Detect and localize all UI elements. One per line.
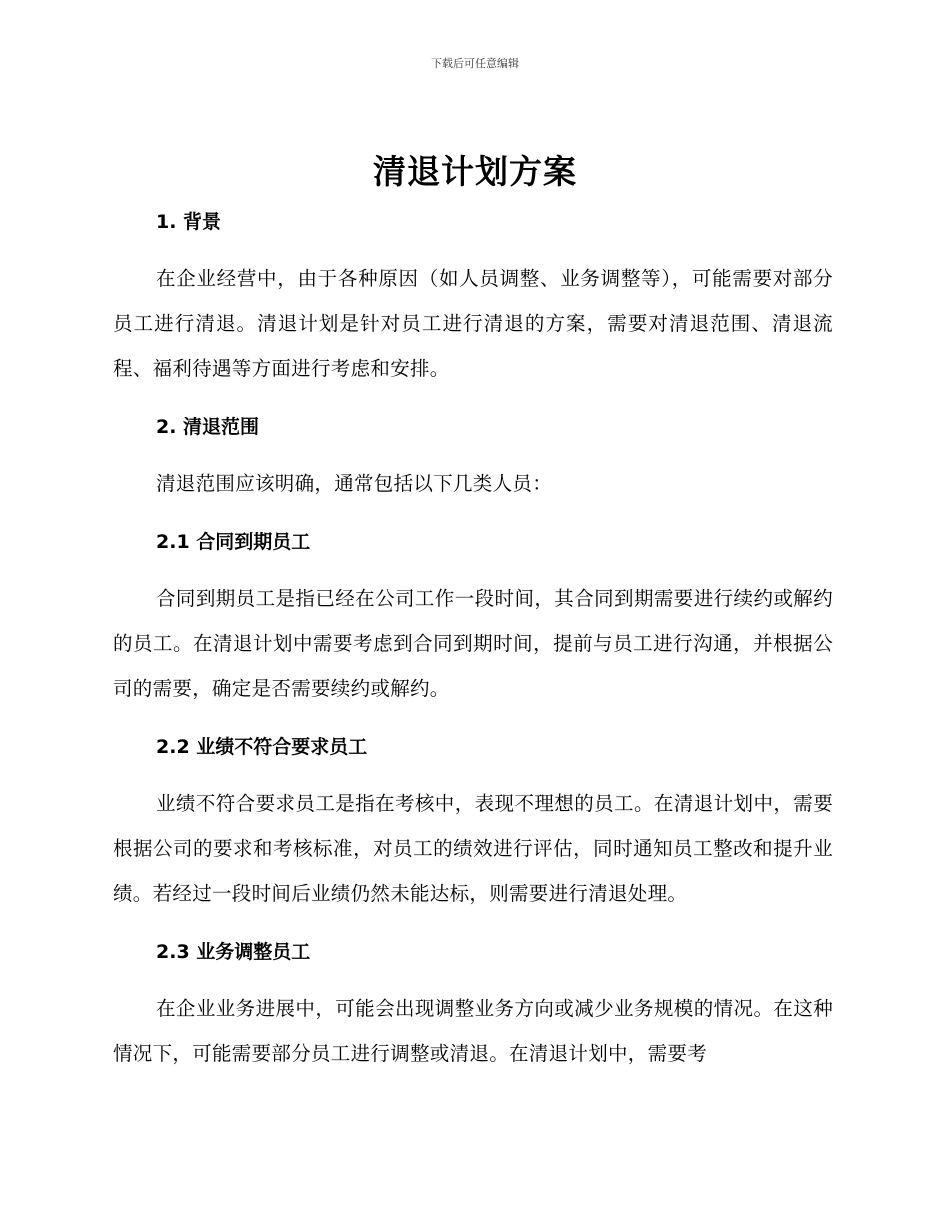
- section-heading-contract-expiry: 2.1 合同到期员工: [156, 531, 311, 553]
- section-paragraph-background: 在企业经营中，由于各种原因（如人员调整、业务调整等），可能需要对部分员工进行清退。清退计划是针对员工进行清退的方案，需要对清退范围、清退流程、福利待遇等方面进行考虑和安排。: [113, 267, 833, 380]
- section-heading-business-adjustment: 2.3 业务调整员工: [156, 941, 311, 963]
- document-body: [113, 200, 833, 1076]
- document-title: 清退计划方案: [373, 152, 577, 191]
- section-heading-background: 1. 背景: [156, 211, 222, 233]
- section-paragraph-performance: 业绩不符合要求员工是指在考核中，表现不理想的员工。在清退计划中，需要根据公司的要求和考核标准，对员工的绩效进行评估，同时通知员工整改和提升业绩。若经过一段时间后业绩仍然未能达标，则需要进行清退处理。: [113, 792, 833, 905]
- section-heading-performance: 2.2 业绩不符合要求员工: [156, 736, 368, 758]
- section-heading-scope: 2. 清退范围: [156, 416, 260, 438]
- header-note: 下载后可任意编辑: [431, 57, 519, 70]
- section-paragraph-scope: 清退范围应该明确，通常包括以下几类人员：: [156, 472, 553, 495]
- section-paragraph-contract-expiry: 合同到期员工是指已经在公司工作一段时间，其合同到期需要进行续约或解约的员工。在清退计划中需要考虑到合同到期时间，提前与员工进行沟通，并根据公司的需要，确定是否需要续约或解约。: [113, 587, 833, 700]
- section-paragraph-business-adjustment: 在企业业务进展中，可能会出现调整业务方向或减少业务规模的情况。在这种情况下，可能需要部分员工进行调整或清退。在清退计划中，需要考: [113, 997, 833, 1065]
